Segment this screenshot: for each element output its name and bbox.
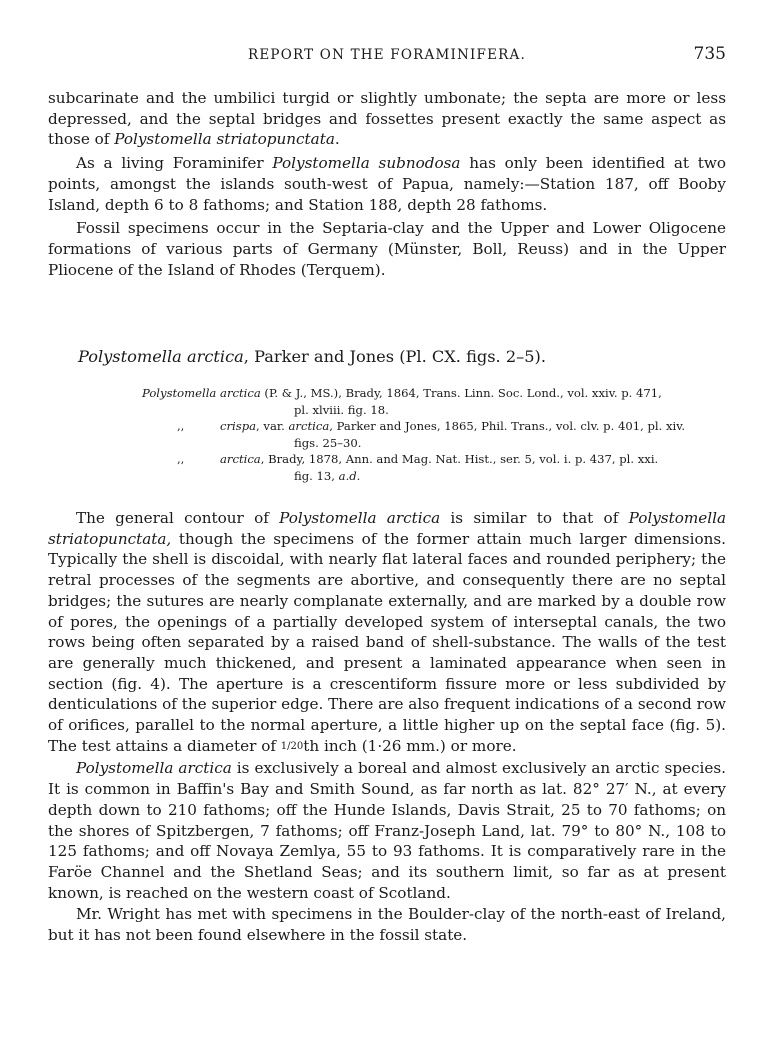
- ditto-mark: ,,: [177, 452, 185, 466]
- species-heading: Polystomella arctica, Parker and Jones (Pl. CX. figs. 2–5).: [78, 347, 546, 366]
- running-title: REPORT ON THE FORAMINIFERA.: [248, 47, 526, 63]
- page-header: [48, 44, 726, 68]
- fraction: 1/20: [280, 740, 304, 752]
- ditto-mark: ,,: [177, 419, 185, 433]
- paragraph-fossil: Fossil specimens occur in the Septaria-clay and the Upper and Lower Oligocene formations of various parts of Germany (Münster, Boll, Reuss) and in the Upper Pliocene of the Island of Rhodes (Terquem).: [48, 219, 726, 279]
- synonymy-entry: ,, crispa, var. arctica, Parker and Jones, 1865, Phil. Trans., vol. clv. p. 401, pl. xiv. figs. 25–30.: [177, 419, 686, 450]
- synonymy-list: [142, 385, 726, 484]
- paragraph-continuation: subcarinate and the umbilici turgid or slightly umbonate; the septa are more or less depressed, and the septal bridges and fossettes present exactly the same aspect as those of Polystomella striatopunctata.: [48, 89, 726, 149]
- body-section-top: [48, 88, 726, 280]
- paragraph-distribution: Polystomella arctica is exclusively a boreal and almost exclusively an arctic species. It is common in Baffin's Bay and Smith Sound, as far north as lat. 82° 27′ N., at every depth down to 210 fathoms; off the Hunde Islands, Davis Strait, 25 to 70 fathoms; on the shores of Spitzbergen, 7 fathoms; off Franz-Joseph Land, lat. 79° to 80° N., 108 to 125 fathoms; and off Novaya Zemlya, 55 to 93 fathoms. It is comparatively rare in the Faröe Channel and the Shetland Seas; and its southern limit, so far as at present known, is reached on the western coast of Scotland.: [48, 759, 726, 902]
- synonymy-entry: Polystomella arctica (P. & J., MS.), Brady, 1864, Trans. Linn. Soc. Lond., vol. xxiv. p. 471, pl. xlviii. fig. 18.: [142, 386, 662, 417]
- page-number: 735: [693, 44, 726, 64]
- paragraph-fossil-record: Mr. Wright has met with specimens in the Boulder-clay of the north-east of Ireland, but it has not been found elsewhere in the fossil state.: [48, 905, 726, 945]
- body-section-description: [48, 508, 726, 946]
- paragraph-description: The general contour of Polystomella arctica is similar to that of Polystomella striatopunctata, though the specimens of the former attain much larger dimensions. Typically the shell is discoidal, with nearly flat lateral faces and rounded periphery; the retral processes of the segments are abortive, and consequently there are no septal bridges; the sutures are nearly complanate externally, and are marked by a double row of pores, the openings of a partially developed system of interseptal canals, the two rows being often separated by a raised band of shell-substance. The walls of the test are generally much thickened, and present a laminated appearance when seen in section (fig. 4). The aperture is a crescentiform fissure more or less subdivided by denticulations of the superior edge. There are also frequent indications of a second row of orifices, parallel to the normal aperture, a little higher up on the septal face (fig. 5). The test attains a diameter of 1/20th inch (1·26 mm.) or more.: [48, 509, 726, 755]
- paragraph-living: As a living Foraminifer Polystomella subnodosa has only been identified at two points, amongst the islands south-west of Papua, namely:—Station 187, off Booby Island, depth 6 to 8 fathoms; and Station 188, depth 28 fathoms.: [48, 154, 726, 214]
- synonymy-entry: ,, arctica, Brady, 1878, Ann. and Mag. Nat. Hist., ser. 5, vol. i. p. 437, pl. xxi. fig. 13, a.d.: [177, 452, 659, 483]
